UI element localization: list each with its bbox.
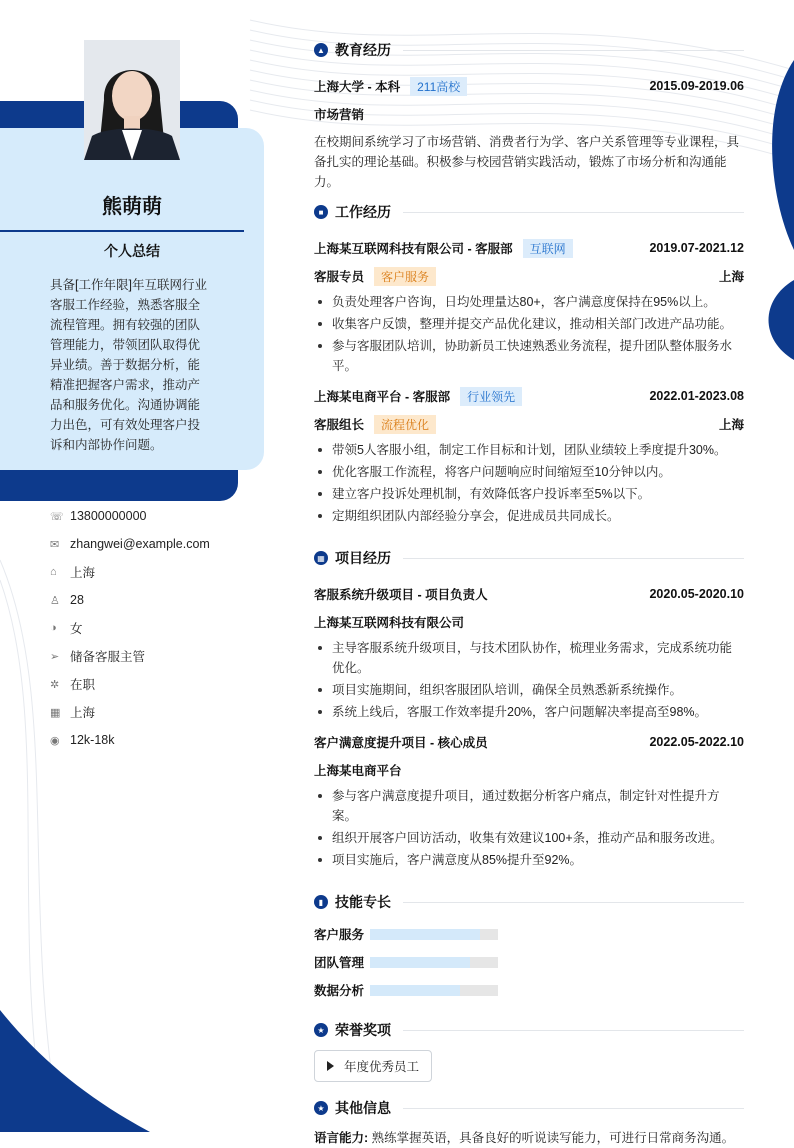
list-item: 带领5人客服小组，制定工作目标和计划，团队业绩较上季度提升30%。 xyxy=(314,440,744,460)
graduation-cap-icon: ▲ xyxy=(314,43,328,57)
list-item: 负责处理客户咨询，日均处理量达80+，客户满意度保持在95%以上。 xyxy=(314,292,744,312)
school-name: 上海大学 - 本科 xyxy=(314,80,401,94)
company-tag: 行业领先 xyxy=(460,387,522,406)
main-content xyxy=(314,36,744,1148)
work-header-row xyxy=(314,234,744,262)
target-job-icon: ➢ xyxy=(50,650,60,663)
list-item: 优化客服工作流程，将客户问题响应时间缩短至10分钟以内。 xyxy=(314,462,744,482)
company-name: 上海某互联网科技有限公司 - 客服部 xyxy=(314,242,513,256)
skill-name: 团队管理 xyxy=(314,956,365,970)
work-date: 2022.01-2023.08 xyxy=(649,389,744,403)
contact-salary: ◉ 12k-18k xyxy=(50,733,115,747)
home-icon: ⌂ xyxy=(50,566,57,578)
work-date: 2019.07-2021.12 xyxy=(649,241,744,255)
list-item: 建立客户投诉处理机制，有效降低客户投诉率至5%以下。 xyxy=(314,484,744,504)
section-divider xyxy=(403,212,744,213)
skill-level-fill xyxy=(370,957,470,968)
school-tag: 211高校 xyxy=(410,77,467,96)
language-value: 熟练掌握英语，具备良好的听说读写能力，可进行日常商务沟通。 xyxy=(371,1131,735,1145)
section-header xyxy=(314,1016,744,1044)
list-item: 组织开展客户回访活动，收集有效建议100+条，推动产品和服务改进。 xyxy=(314,828,744,848)
summary-title: 个人总结 xyxy=(104,243,160,259)
contact-target-job: ➢ 储备客服主管 xyxy=(50,650,146,664)
play-triangle-icon xyxy=(327,1061,334,1071)
work-section xyxy=(314,198,744,526)
work-bullets xyxy=(314,440,744,526)
role-tag: 流程优化 xyxy=(374,415,436,434)
contact-residence: ⌂ 上海 xyxy=(50,566,96,580)
list-item: 主导客服系统升级项目，与技术团队协作，梳理业务需求，完成系统功能优化。 xyxy=(314,638,744,678)
section-divider xyxy=(403,1030,744,1031)
role-name: 客服组长 xyxy=(314,418,365,432)
company-tag: 互联网 xyxy=(523,239,573,258)
work-item xyxy=(314,382,744,526)
list-item: 项目实施期间，组织客服团队培训，确保全员熟悉新系统操作。 xyxy=(314,680,744,700)
work-bullets xyxy=(314,292,744,376)
contact-email: ✉ zhangwei@example.com xyxy=(50,537,210,551)
contact-city: ▦ 上海 xyxy=(50,706,96,720)
role-tag: 客户服务 xyxy=(374,267,436,286)
work-city: 上海 xyxy=(718,270,744,284)
section-title: 荣誉奖项 xyxy=(335,1022,391,1038)
phone-icon: ☏ xyxy=(50,510,64,523)
award-item xyxy=(314,1050,432,1082)
education-date: 2015.09-2019.06 xyxy=(649,79,744,93)
awards-section xyxy=(314,1016,744,1082)
work-item xyxy=(314,234,744,376)
section-header xyxy=(314,36,744,64)
section-divider xyxy=(403,558,744,559)
status-icon: ✲ xyxy=(50,678,60,691)
name-divider xyxy=(0,230,244,232)
work-city: 上海 xyxy=(718,418,744,432)
list-item: 参与客户满意度提升项目，通过数据分析客户痛点，制定针对性提升方案。 xyxy=(314,786,744,826)
major-row xyxy=(314,100,744,128)
section-title: 技能专长 xyxy=(335,894,391,910)
award-name: 年度优秀员工 xyxy=(344,1060,420,1074)
project-item xyxy=(314,728,744,870)
section-divider xyxy=(403,902,744,903)
language-label: 语言能力: xyxy=(314,1131,369,1145)
info-icon: ★ xyxy=(314,1101,328,1115)
grid-icon: ▦ xyxy=(314,551,328,565)
bar-chart-icon: ▮ xyxy=(314,895,328,909)
project-name: 客户满意度提升项目 - 核心成员 xyxy=(314,736,488,750)
list-item: 参与客服团队培训，协助新员工快速熟悉业务流程，提升团队整体服务水平。 xyxy=(314,336,744,376)
project-item xyxy=(314,580,744,722)
project-org-row xyxy=(314,608,744,636)
work-header-row xyxy=(314,382,744,410)
language-info xyxy=(314,1128,744,1148)
section-divider xyxy=(403,1108,744,1109)
section-header xyxy=(314,888,744,916)
section-title: 项目经历 xyxy=(335,550,391,566)
briefcase-icon: ■ xyxy=(314,205,328,219)
contact-list xyxy=(50,502,270,754)
list-item: 系统上线后，客服工作效率提升20%，客户问题解决率提高至98%。 xyxy=(314,702,744,722)
skill-level-fill xyxy=(370,929,480,940)
salary-icon: ◉ xyxy=(50,734,60,747)
skills-list xyxy=(314,920,744,1004)
project-org: 上海某电商平台 xyxy=(314,764,402,778)
list-item: 收集客户反馈，整理并提交产品优化建议，推动相关部门改进产品功能。 xyxy=(314,314,744,334)
project-org-row xyxy=(314,756,744,784)
mail-icon: ✉ xyxy=(50,538,60,551)
contact-phone: ☏ 13800000000 xyxy=(50,509,147,523)
age-icon: ♙ xyxy=(50,594,60,607)
section-header xyxy=(314,544,744,572)
section-title: 教育经历 xyxy=(335,42,391,58)
summary-text: 具备[工作年限]年互联网行业客服工作经验，熟悉客服全流程管理。拥有较强的团队管理能力，带领团队取得优异业绩。善于数据分析，能精准把握客户需求，推动产品和服务优化。沟通协调能力出色，可有效处理客户投诉和内部协作问题。 xyxy=(50,278,207,452)
section-title: 工作经历 xyxy=(335,204,391,220)
contact-status: ✲ 在职 xyxy=(50,678,96,692)
role-row xyxy=(314,410,744,438)
education-header-row xyxy=(314,72,744,100)
role-name: 客服专员 xyxy=(314,270,365,284)
list-item: 项目实施后，客户满意度从85%提升至92%。 xyxy=(314,850,744,870)
project-header-row xyxy=(314,580,744,608)
trophy-icon: ★ xyxy=(314,1023,328,1037)
education-section xyxy=(314,36,744,192)
section-title: 其他信息 xyxy=(335,1100,391,1116)
candidate-name: 熊萌萌 xyxy=(102,196,162,218)
project-name: 客服系统升级项目 - 项目负责人 xyxy=(314,588,488,602)
skill-bar xyxy=(370,957,498,968)
contact-gender: ◑ 女 xyxy=(50,622,83,636)
skill-item xyxy=(314,948,535,976)
company-name: 上海某电商平台 - 客服部 xyxy=(314,390,451,404)
skill-name: 客户服务 xyxy=(314,928,365,942)
city-icon: ▦ xyxy=(50,706,61,719)
profile-photo xyxy=(84,40,180,160)
skill-name: 数据分析 xyxy=(314,984,365,998)
project-org: 上海某互联网科技有限公司 xyxy=(314,616,465,630)
skills-section xyxy=(314,888,744,1004)
section-header xyxy=(314,198,744,226)
project-date: 2022.05-2022.10 xyxy=(649,735,744,749)
list-item: 定期组织团队内部经验分享会，促进成员共同成长。 xyxy=(314,506,744,526)
section-header xyxy=(314,1094,744,1122)
education-description: 在校期间系统学习了市场营销、消费者行为学、客户关系管理等专业课程，具备扎实的理论基础。积极参与校园营销实践活动，锻炼了市场分析和沟通能力。 xyxy=(314,135,740,189)
role-row xyxy=(314,262,744,290)
skill-level-fill xyxy=(370,985,460,996)
contact-age: ♙ 28 xyxy=(50,593,84,607)
project-date: 2020.05-2020.10 xyxy=(649,587,744,601)
project-header-row xyxy=(314,728,744,756)
skill-bar xyxy=(370,929,498,940)
skill-item xyxy=(314,976,535,1004)
gender-icon: ◑ xyxy=(50,622,57,634)
section-divider xyxy=(403,50,744,51)
projects-section xyxy=(314,544,744,870)
skill-bar xyxy=(370,985,498,996)
major-name: 市场营销 xyxy=(314,108,365,122)
project-bullets xyxy=(314,638,744,722)
project-bullets xyxy=(314,786,744,870)
skill-item xyxy=(314,920,535,948)
other-section xyxy=(314,1094,744,1148)
